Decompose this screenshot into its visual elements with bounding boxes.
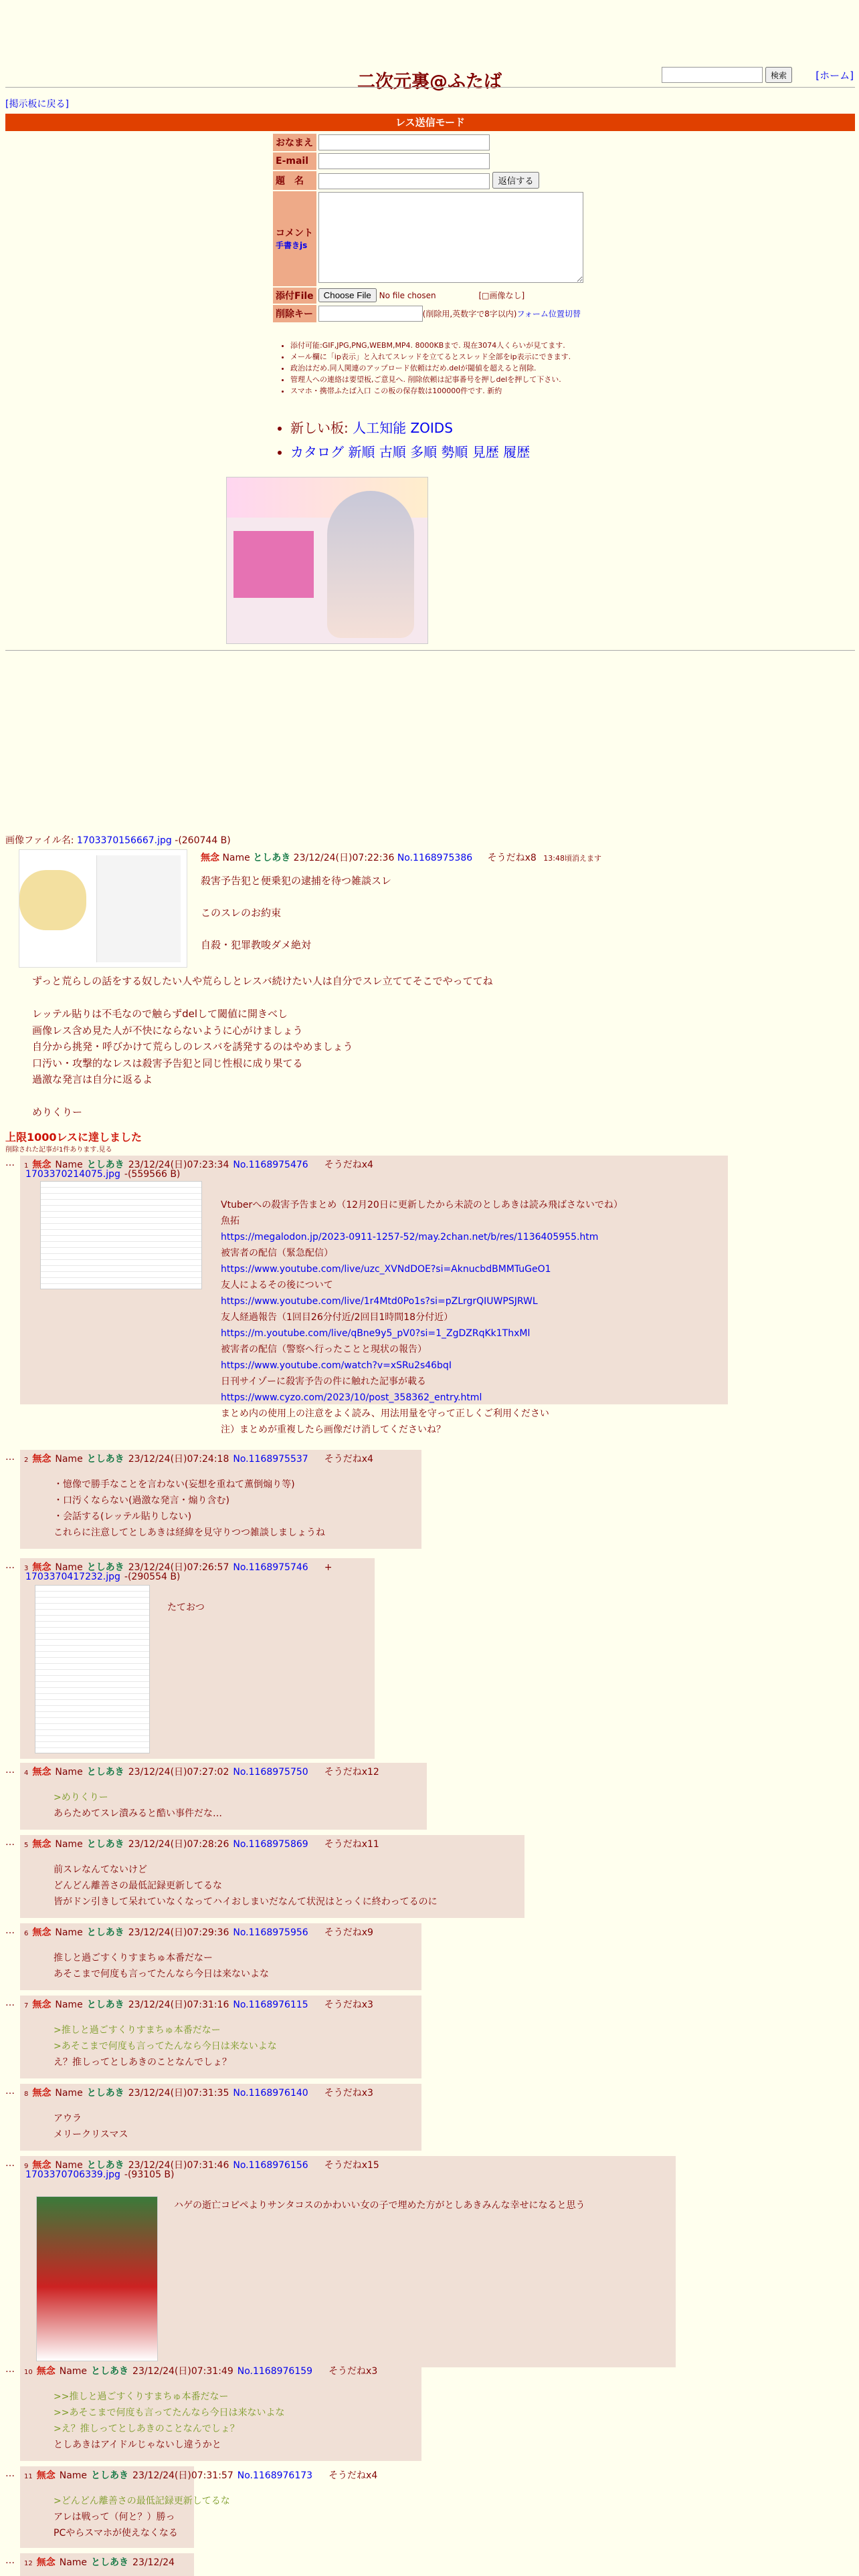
board-links	[281, 416, 530, 464]
op-name: としあき	[253, 853, 291, 863]
reply-subject: 無念	[36, 2470, 56, 2481]
reply-post-number[interactable]: No.1168975750	[233, 1767, 308, 1778]
handwrite-link[interactable]: 手書きjs	[276, 241, 308, 250]
sodane-button[interactable]: そうだねx3	[324, 2088, 373, 2099]
post-line: あらためてスレ潰みると酷い事件だな…	[54, 1808, 222, 1819]
reply-date: 23/12/24(日)07:31:46	[128, 2160, 229, 2171]
no-file-text: No file chosen	[379, 291, 436, 300]
post-line: めりくりー	[32, 1106, 83, 1118]
reply-post	[5, 2084, 859, 2151]
delete-key-label: 削除キー	[273, 305, 316, 322]
reply-post	[5, 2553, 859, 2576]
post-line: え？推しってとしあきのことなんでしょ？	[54, 2057, 231, 2068]
divider	[5, 87, 855, 88]
reply-box	[20, 1996, 421, 2078]
name-label-text: Name	[55, 1562, 83, 1573]
post-line	[201, 921, 391, 937]
reply-number: 9	[24, 2163, 29, 2170]
post-line: メリークリスマス	[54, 2129, 128, 2140]
reply-post-number[interactable]: No.1168975956	[233, 1927, 308, 1938]
sodane-button[interactable]: そうだねx12	[324, 1767, 379, 1778]
reply-file-size: -(290554 B)	[124, 1572, 181, 1582]
ad-banner[interactable]	[226, 477, 428, 644]
reply-box	[20, 1450, 421, 1549]
note-item: • スマホ・携帯ふたば入口 この板の保存数は100000件です. 新約	[290, 385, 618, 397]
post-line: 日刊サイゾーに殺害予告の件に触れた記事が載る	[221, 1376, 427, 1387]
reply-date: 23/12/24(日)07:31:16	[128, 2000, 229, 2010]
reply-body	[167, 1600, 205, 1616]
reply-subject: 無念	[32, 2160, 52, 2171]
reply-subject: 無念	[36, 2557, 56, 2568]
reply-date: 23/12/24(日)07:23:34	[128, 1160, 229, 1170]
post-line: ・会話する(レッテル貼りしない)	[54, 1511, 192, 1522]
reply-body	[54, 1950, 269, 1982]
reply-number: 2	[24, 1457, 29, 1464]
reply-date: 23/12/24	[132, 2557, 175, 2568]
sodane-button[interactable]: そうだねx15	[324, 2160, 379, 2171]
name-label-text: Name	[55, 2000, 83, 2010]
name-label-text: Name	[55, 1454, 83, 1465]
post-marker: …	[5, 1560, 15, 1571]
reply-post-number[interactable]: No.1168976115	[233, 2000, 308, 2010]
post-line: 自殺・犯罪教唆ダメ絶対	[201, 939, 312, 951]
name-label: おなまえ	[273, 134, 316, 151]
sodane-button[interactable]: そうだねx4	[324, 1454, 373, 1465]
sodane-button[interactable]: そうだねx4	[324, 1160, 373, 1170]
op-file-line	[5, 833, 231, 847]
post-line: 過激な発言は自分に返るよ	[32, 1073, 153, 1085]
post-link[interactable]: https://www.youtube.com/watch?v=xSRu2s46bqI	[221, 1360, 452, 1371]
post-marker: …	[5, 2555, 15, 2566]
reply-number: 4	[24, 1769, 29, 1777]
reply-box	[20, 1156, 728, 1435]
reply-number: 6	[24, 1930, 29, 1937]
post-line: まとめ内の使用上の注意をよく読み、用法用量を守って正しくご利用ください	[221, 1408, 549, 1419]
reply-box	[20, 2156, 676, 2367]
post-line: ハゲの逝亡コピペよりサンタコスのかわいい女の子で埋めた方がとしあきみんな幸せになると思う	[174, 2200, 585, 2211]
post-link[interactable]: https://megalodon.jp/2023-0911-1257-52/may.2chan.net/b/res/1136405955.htm	[221, 1232, 599, 1243]
reply-body	[221, 1197, 623, 1438]
post-line: >あそこまで何度も言ってたんなら今日は来ないよな	[54, 2041, 277, 2052]
reply-post	[5, 1450, 859, 1549]
sort-link[interactable]: 多順	[410, 444, 438, 460]
file-label-text: 画像ファイル名:	[5, 835, 74, 846]
reply-post-number[interactable]: No.1168975869	[233, 1839, 308, 1850]
post-line: 注）まとめが重複したら画像だけ消してくださいね？	[221, 1424, 446, 1435]
post-line: 友人経過報告（1回目26分付近/2回目1時間18分付近）	[221, 1312, 454, 1323]
note-item: • 政治はだめ.同人関連のアップロード依頼はだめ.delが閾値を超えると削除.	[290, 362, 618, 374]
reply-date: 23/12/24(日)07:29:36	[128, 1927, 229, 1938]
reply-box	[20, 1558, 375, 1759]
reply-number: 12	[24, 2560, 33, 2567]
post-line: 殺害予告犯と便乗犯の逮捕を待つ雑談スレ	[201, 875, 392, 887]
sort-link[interactable]: 新順	[348, 444, 375, 460]
name-label-text: Name	[55, 2088, 83, 2099]
reply-post	[5, 2362, 859, 2461]
post-line: 推しと過ごすくりすまちゅ本番だなー	[54, 1953, 213, 1963]
reply-header	[24, 2555, 179, 2569]
form-position-link[interactable]: フォーム位置切替	[516, 309, 581, 318]
reply-header	[24, 2468, 381, 2482]
no-image-checkbox[interactable]: [□画像なし]	[478, 291, 525, 300]
reply-post-number[interactable]: No.1168975537	[233, 1454, 308, 1465]
post-line: あそこまで何度も言ってたんなら今日は来ないよな	[54, 1969, 269, 1979]
reply-box	[20, 1835, 524, 1918]
reply-form	[272, 132, 585, 324]
reply-body	[54, 1862, 438, 1910]
reply-post	[5, 1156, 859, 1435]
post-line: 前スレなんてないけど	[54, 1864, 147, 1875]
post-line: 画像レス含め見た人が不快にならないように心がけましょう	[32, 1024, 303, 1037]
reply-number: 11	[24, 2473, 33, 2480]
op-file-link[interactable]: 1703370156667.jpg	[76, 835, 172, 846]
post-line: ・口汚くならない(過激な発言・煽り含む)	[54, 1495, 229, 1506]
email-label: E-mail	[273, 152, 316, 170]
reply-header	[24, 2364, 381, 2377]
reply-header	[24, 1925, 377, 1939]
post-line: 皆がドン引きして呆れていなくなってハイおしまいだなんて状況はとっくに終わってるのに	[54, 1897, 438, 1907]
submit-button[interactable]: 返信する	[492, 172, 539, 189]
reply-file-line	[25, 2169, 179, 2180]
delete-key-input[interactable]	[318, 306, 423, 322]
reply-body	[54, 1790, 222, 1822]
subject-input[interactable]	[318, 173, 490, 189]
post-line	[201, 889, 391, 905]
reply-post-number[interactable]: No.1168976159	[237, 2366, 313, 2377]
sort-link[interactable]: 勢順	[441, 444, 468, 460]
post-line: >推しと過ごすくりすまちゅ本番だなー	[54, 2025, 221, 2036]
post-line: >>推しと過ごすくりすまちゅ本番だなー	[54, 2391, 229, 2402]
post-line: 被害者の配信（緊急配信）	[221, 1248, 333, 1259]
post-marker: …	[5, 2364, 15, 2375]
sodane-button[interactable]: そうだねx9	[324, 1927, 373, 1938]
name-label-text: Name	[55, 1767, 83, 1778]
reply-header	[24, 1452, 377, 1465]
post-marker: …	[5, 1998, 15, 2008]
post-link[interactable]: https://m.youtube.com/live/qBne9y5_pV0?si=1_ZgDZRqKk1ThxMl	[221, 1328, 531, 1339]
reply-file-link[interactable]: 1703370214075.jpg	[25, 1169, 120, 1180]
reply-box	[20, 2466, 378, 2548]
post-marker: …	[5, 2158, 15, 2169]
name-label-text: Name	[59, 2557, 88, 2568]
file-label: 添付File	[273, 288, 316, 304]
reply-post-number[interactable]: No.1168975476	[233, 1160, 308, 1170]
post-line: レッテル貼りは不毛なので触らずdelして閾値に開きべし	[32, 1008, 288, 1020]
comment-textarea[interactable]	[318, 192, 583, 283]
reply-post	[5, 2466, 859, 2548]
name-input[interactable]	[318, 134, 490, 150]
reply-body	[54, 2022, 277, 2070]
subject-label: 題 名	[273, 171, 316, 190]
reply-date: 23/12/24(日)07:31:35	[128, 2088, 229, 2099]
post-marker: …	[5, 1837, 15, 1848]
post-line: Vtuberへの殺害予告まとめ（12月20日に更新したから未読のとしあきは読み飛ばさないでね）	[221, 1200, 623, 1210]
reply-subject: 無念	[32, 2000, 52, 2010]
reply-name: としあき	[91, 2557, 129, 2568]
reply-body	[54, 1477, 325, 1541]
name-label-text: Name	[59, 2470, 88, 2481]
post-link[interactable]: https://www.youtube.com/live/uzc_XVNdDOE?si=AknucbdBMMTuGeO1	[221, 1264, 551, 1275]
post-line: 魚拓	[221, 1216, 240, 1226]
reply-date: 23/12/24(日)07:27:02	[128, 1767, 229, 1778]
ad-character-art	[327, 491, 414, 638]
divider	[5, 650, 855, 651]
reply-post-number[interactable]: No.1168976140	[233, 2088, 308, 2099]
reply-subject: 無念	[32, 1160, 52, 1170]
post-line: としあきはアイドルじゃないし違うかと	[54, 2440, 221, 2450]
note-item: • 管理人への連絡は要望板,ご意見へ. 削除依頼は記事番号を押しdelを押して下さい.	[290, 374, 618, 385]
post-line	[32, 990, 493, 1006]
reply-number: 1	[24, 1162, 29, 1170]
name-label-text: Name	[55, 1160, 83, 1170]
reply-post	[5, 1923, 859, 1990]
post-marker: …	[5, 1765, 15, 1776]
reply-number: 3	[24, 1565, 29, 1572]
sodane-button[interactable]: +	[324, 1562, 332, 1573]
reply-post	[5, 1835, 859, 1918]
new-board-item	[290, 416, 530, 440]
post-line	[32, 1088, 493, 1105]
reply-name: としあき	[91, 2470, 129, 2481]
post-line: アレは戦って（何と？）勝っ	[54, 2512, 175, 2523]
reply-box	[20, 2084, 421, 2151]
reply-name: としあき	[91, 2366, 129, 2377]
post-marker: …	[5, 2468, 15, 2479]
reply-subject: 無念	[32, 1839, 52, 1850]
post-link[interactable]: https://www.youtube.com/live/1r4Mtd0Po1s?si=pZLrgrQIUWPSJRWL	[221, 1296, 538, 1307]
op-body	[201, 873, 391, 953]
reply-post-number[interactable]: No.1168976173	[237, 2470, 313, 2481]
reply-post	[5, 2156, 859, 2367]
thumb-screenshot-art	[96, 855, 181, 962]
reply-header	[24, 1765, 383, 1778]
reply-name: としあき	[86, 1562, 124, 1573]
post-line: たておつ	[167, 1602, 205, 1613]
sort-link[interactable]: 古順	[379, 444, 406, 460]
search-input[interactable]	[662, 67, 763, 83]
reply-number: 10	[24, 2369, 33, 2376]
op-post-number[interactable]: No.1168975386	[397, 853, 473, 863]
reply-subject: 無念	[36, 2366, 56, 2377]
top-bar	[0, 0, 859, 92]
reply-number: 8	[24, 2090, 29, 2098]
post-marker: …	[5, 1925, 15, 1936]
thumb-face-art	[19, 870, 86, 930]
home-link[interactable]: [ホーム]	[816, 70, 854, 82]
reply-name: としあき	[86, 1767, 124, 1778]
reply-subject: 無念	[32, 2088, 52, 2099]
op-thumbnail[interactable]	[19, 849, 187, 968]
post-line: このスレのお約束	[201, 907, 282, 919]
post-line: >めりくりー	[54, 1792, 108, 1803]
post-line: 友人によるその後について	[221, 1280, 333, 1291]
new-board-link[interactable]: 人工知能	[353, 420, 407, 436]
reply-name: としあき	[86, 1160, 124, 1170]
post-line: 自分から挑発・呼びかけて荒らしのレスバを誘発するのはやめましょう	[32, 1041, 353, 1053]
reply-body	[174, 2197, 585, 2214]
post-line: 口汚い・攻撃的なレスは殺害予告犯と同じ性根に成り果てる	[32, 1057, 303, 1069]
reply-header	[24, 2086, 377, 2099]
reply-file-line	[25, 1572, 184, 1582]
comment-label-text: コメント	[276, 228, 313, 239]
name-label-text: Name	[55, 1839, 83, 1850]
sort-links	[290, 440, 530, 464]
ad-text-art	[233, 531, 314, 598]
reply-post	[5, 1996, 859, 2078]
sodane-button[interactable]: そうだねx3	[324, 2000, 373, 2010]
post-line: これらに注意してとしあきは経緯を見守りつつ雑談しましょうね	[54, 1527, 325, 1538]
sodane-button[interactable]: そうだねx8	[487, 853, 537, 863]
post-line: >>あそこまで何度も言ってたんなら今日は来ないよな	[54, 2407, 285, 2418]
sodane-button[interactable]: そうだねx11	[324, 1839, 379, 1850]
reply-post-number[interactable]: No.1168975746	[233, 1562, 308, 1573]
reply-subject: 無念	[32, 1454, 52, 1465]
reply-number: 5	[24, 1842, 29, 1849]
limit-sub: 削除された記事が1件あります.見る	[5, 1146, 112, 1154]
name-label-text: Name	[222, 853, 250, 863]
reply-thumbnail[interactable]	[36, 2196, 158, 2361]
sort-link[interactable]: 見歴	[472, 444, 499, 460]
name-label-text: Name	[55, 1927, 83, 1938]
new-board-link[interactable]: ZOIDS	[410, 420, 453, 436]
reply-body	[54, 2493, 230, 2541]
reply-box	[20, 2553, 194, 2576]
reply-file-size: -(93105 B)	[124, 2169, 175, 2180]
search-box	[662, 67, 792, 83]
reply-name: としあき	[86, 1927, 124, 1938]
sort-link[interactable]: カタログ	[290, 444, 344, 460]
reply-post	[5, 1558, 859, 1759]
reply-post	[5, 1763, 859, 1830]
reply-file-link[interactable]: 1703370706339.jpg	[25, 2169, 120, 2180]
note-item: • メール欄に「ip表示」と入れてスレッドを立てるとスレッド全部をip表示にできます.	[290, 351, 618, 362]
choose-file-button[interactable]: Choose File	[318, 288, 377, 302]
reply-subject: 無念	[32, 1562, 52, 1573]
reply-date: 23/12/24(日)07:31:49	[132, 2366, 233, 2377]
reply-thumbnail[interactable]	[40, 1181, 202, 1289]
reply-date: 23/12/24(日)07:31:57	[132, 2470, 233, 2481]
post-link[interactable]: https://www.cyzo.com/2023/10/post_358362_entry.html	[221, 1392, 482, 1403]
expire-text: 13:48頃消えます	[543, 854, 601, 863]
delete-key-note: (削除用,英数字で8字以内)	[422, 309, 517, 318]
reply-name: としあき	[86, 2160, 124, 2171]
post-line: アウラ	[54, 2113, 82, 2124]
reply-header	[24, 1837, 383, 1850]
op-subject: 無念	[201, 853, 219, 863]
board-title: 二次元裏@ふたば	[357, 72, 502, 92]
back-to-board-link[interactable]: [掲示板に戻る]	[5, 99, 69, 110]
reply-subject: 無念	[32, 1767, 52, 1778]
new-board-label: 新しい板:	[290, 420, 349, 436]
reply-post-number[interactable]: No.1168976156	[233, 2160, 308, 2171]
sort-link[interactable]: 履歴	[503, 444, 531, 460]
reply-box	[20, 1763, 427, 1830]
post-marker: …	[5, 2086, 15, 2097]
reply-file-link[interactable]: 1703370417232.jpg	[25, 1572, 120, 1582]
reply-date: 23/12/24(日)07:24:18	[128, 1454, 229, 1465]
op-body-continued	[32, 973, 493, 1121]
reply-name: としあき	[86, 2000, 124, 2010]
op-date: 23/12/24(日)07:22:36	[293, 853, 395, 863]
op-file-size: -(260744 B)	[175, 835, 231, 846]
post-marker: …	[5, 1452, 15, 1463]
email-input[interactable]	[318, 153, 490, 169]
post-line: ずっと荒らしの話をする奴したい人や荒らしとレスバ続けたい人は自分でスレ立ててそこでやっててね	[32, 975, 493, 987]
reply-header	[24, 1998, 377, 2011]
name-label-text: Name	[59, 2366, 88, 2377]
reply-name: としあき	[86, 2088, 124, 2099]
op-header	[201, 851, 601, 864]
search-button[interactable]: 検索	[765, 67, 792, 83]
reply-body	[54, 2389, 284, 2453]
sodane-button[interactable]: そうだねx4	[328, 2470, 378, 2481]
reply-file-line	[25, 1169, 184, 1180]
reply-subject: 無念	[32, 1927, 52, 1938]
post-line: PCやらスマホが使えなくなる	[54, 2528, 178, 2539]
reply-date: 23/12/24(日)07:28:26	[128, 1839, 229, 1850]
limit-message: 上限1000レスに達しました	[5, 1131, 142, 1144]
reply-box	[20, 2362, 421, 2461]
reply-number: 7	[24, 2002, 29, 2010]
reply-name: としあき	[86, 1454, 124, 1465]
reply-body	[54, 2111, 128, 2143]
notes-list	[281, 340, 618, 397]
reply-box	[20, 1923, 421, 1990]
reply-file-size: -(559566 B)	[124, 1169, 181, 1180]
post-marker: …	[5, 1158, 15, 1168]
post-line: ・憶像で勝手なことを言わない(妄想を重ねて薫倒煽り等)	[54, 1479, 295, 1490]
reply-date: 23/12/24(日)07:26:57	[128, 1562, 229, 1573]
post-line: 被害者の配信（警察へ行ったことと現状の報告）	[221, 1344, 427, 1355]
name-label-text: Name	[55, 2160, 83, 2171]
post-line: >どんどん離善さの最低記録更新してるな	[54, 2496, 230, 2506]
sodane-button[interactable]: そうだねx3	[328, 2366, 378, 2377]
comment-label	[273, 191, 316, 286]
note-item: • 添付可能:GIF,JPG,PNG,WEBM,MP4. 8000KBまで. 現在3074人くらいが見てます.	[290, 340, 618, 351]
post-line: >え？推しってとしあきのことなんでしょ？	[54, 2424, 240, 2434]
post-line: どんどん離善さの最低記録更新してるな	[54, 1881, 222, 1891]
reply-thumbnail[interactable]	[35, 1585, 150, 1753]
reply-name: としあき	[86, 1839, 124, 1850]
reply-mode-bar: レス送信モード	[5, 114, 855, 131]
